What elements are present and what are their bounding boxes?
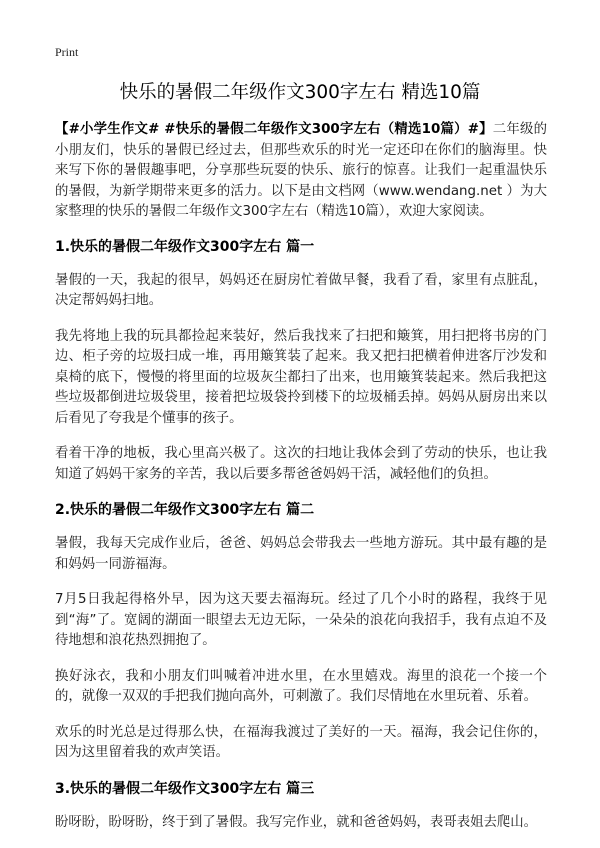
section-heading-2: 2.快乐的暑假二年级作文300字左右 篇二 (55, 502, 315, 518)
paragraph: 暑假的一天，我起的很早，妈妈还在厨房忙着做早餐，我看了看，家里有点脏乱，决定帮妈妈扫地。 (55, 272, 547, 308)
paragraph: 欢乐的时光总是过得那么快，在福海我渡过了美好的一天。福海，我会记住你的，因为这里留着我的欢声笑语。 (55, 724, 547, 760)
paragraph: 看着干净的地板，我心里高兴极了。这次的扫地让我体会到了劳动的快乐，也让我知道了妈妈干家务的辛苦，我以后要多帮爸爸妈妈干活，减轻他们的负担。 (55, 446, 547, 482)
section-heading-3: 3.快乐的暑假二年级作文300字左右 篇三 (55, 780, 315, 797)
section-heading-1: 1.快乐的暑假二年级作文300字左右 篇一 (55, 238, 315, 255)
article-body (55, 120, 547, 848)
print-label[interactable]: Print (55, 45, 79, 59)
paragraph: 换好泳衣，我和小朋友们叫喊着冲进水里，在水里嬉戏。海里的浪花一个接一个的，就像一双双的手把我们抛向高外，可刺激了。我们尽情地在水里玩着、乐着。 (55, 668, 547, 704)
intro-paragraph (55, 120, 547, 223)
intro-tag: 【#小学生作文# #快乐的暑假二年级作文300字左右（精选10篇）#】 (55, 122, 493, 137)
paragraph: 盼呀盼，盼呀盼，终于到了暑假。我写完作业，就和爸爸妈妈，表哥表姐去爬山。 (55, 814, 538, 830)
intro-text: 二年级的小朋友们，快乐的暑假已经过去，但那些欢乐的时光一定还印在你们的脑海里。快来写下你的暑假趣事吧，分享那些玩耍的快乐、旅行的惊喜。让我们一起重温快乐的暑假，为新学期带来更多的活力。以下是由文档网（www.wendang.net ）为大家整理的快乐的暑假二年级作文300字左右（精选10篇），欢迎大家阅读。 (55, 122, 547, 219)
paragraph: 7月5日我起得格外早，因为这天要去福海玩。经过了几个小时的路程，我终于见到“海”了。宽阔的湖面一眼望去无边无际，一朵朵的浪花向我招手，我有点迫不及待地想和浪花热烈拥抱了。 (55, 592, 547, 648)
paragraph: 暑假，我每天完成作业后，爸爸、妈妈总会带我去一些地方游玩。其中最有趣的是和妈妈一同游福海。 (55, 536, 547, 572)
paragraph: 我先将地上我的玩具都捡起来装好，然后我找来了扫把和簸箕，用扫把将书房的门边、柜子旁的垃圾扫成一堆，再用簸箕装了起来。我又把扫把横着伸进客厅沙发和桌椅的底下，慢慢的将里面的垃圾灰尘都扫了出来，也用簸箕装起来。然后我把这些垃圾都倒进垃圾袋里，接着把垃圾袋拎到楼下的垃圾桶丢掉。妈妈从厨房出来以后看见了夸我是个懂事的孩子。 (55, 328, 547, 426)
page-title: 快乐的暑假二年级作文300字左右 精选10篇 (119, 82, 481, 103)
